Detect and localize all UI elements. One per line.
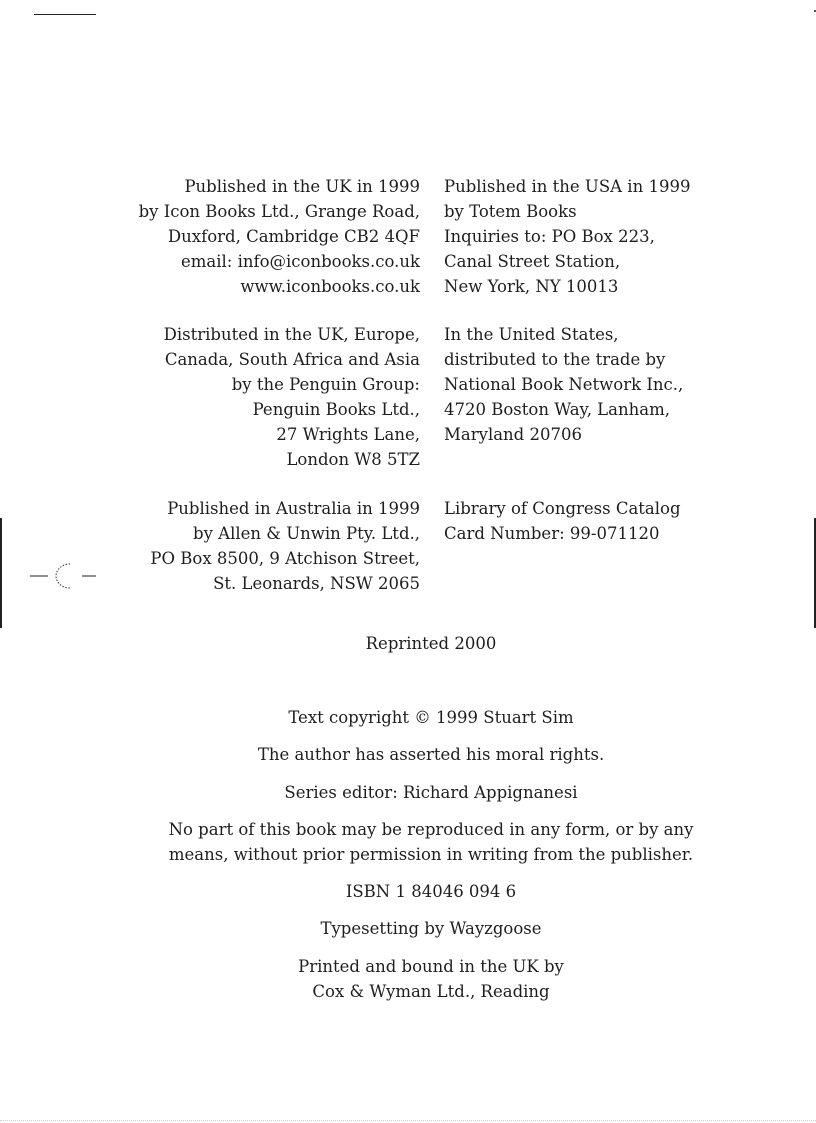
copyright-line: Text copyright © 1999 Stuart Sim bbox=[288, 708, 574, 727]
text-line: Inquiries to: PO Box 223, bbox=[444, 227, 655, 246]
crop-mark-left bbox=[0, 518, 2, 628]
crop-mark-top-left bbox=[34, 14, 96, 15]
text-line: London W8 5TZ bbox=[286, 450, 420, 469]
text-line: Card Number: 99-071120 bbox=[444, 524, 660, 543]
text-line: In the United States, bbox=[444, 325, 619, 344]
us-distribution-block bbox=[444, 322, 683, 447]
text-line: Maryland 20706 bbox=[444, 425, 582, 444]
text-line: Duxford, Cambridge CB2 4QF bbox=[167, 227, 420, 246]
text-line: No part of this book may be reproduced in any form, or by any bbox=[168, 820, 694, 839]
text-line: by Totem Books bbox=[444, 202, 577, 221]
text-line: email: info@iconbooks.co.uk bbox=[180, 252, 420, 271]
text-line: distributed to the trade by bbox=[444, 350, 666, 369]
moral-rights-line: The author has asserted his moral rights. bbox=[257, 745, 605, 764]
typesetting-line: Typesetting by Wayzgoose bbox=[320, 919, 542, 938]
text-line: National Book Network Inc., bbox=[444, 375, 684, 394]
text-line: Distributed in the UK, Europe, bbox=[163, 325, 420, 344]
text-line: Cox & Wyman Ltd., Reading bbox=[312, 982, 550, 1001]
library-of-congress-block bbox=[444, 496, 681, 546]
australia-publisher-block bbox=[150, 496, 420, 596]
text-line: PO Box 8500, 9 Atchison Street, bbox=[150, 549, 420, 568]
text-line: 4720 Boston Way, Lanham, bbox=[444, 400, 670, 419]
reprinted-line: Reprinted 2000 bbox=[365, 634, 497, 653]
text-line: Canada, South Africa and Asia bbox=[164, 350, 420, 369]
text-line: Published in Australia in 1999 bbox=[167, 499, 420, 518]
rights-notice bbox=[0, 817, 816, 867]
registration-mark-icon bbox=[30, 556, 100, 596]
text-line: Canal Street Station, bbox=[444, 252, 621, 271]
text-line: means, without prior permission in writing from the publisher. bbox=[168, 845, 694, 864]
text-line: Published in the USA in 1999 bbox=[444, 177, 691, 196]
uk-distribution-block bbox=[164, 322, 420, 472]
text-line: 27 Wrights Lane, bbox=[276, 425, 420, 444]
text-line: by Allen & Unwin Pty. Ltd., bbox=[193, 524, 420, 543]
text-line: Printed and bound in the UK by bbox=[298, 957, 564, 976]
text-line: Penguin Books Ltd., bbox=[252, 400, 420, 419]
text-line: New York, NY 10013 bbox=[444, 277, 619, 296]
text-line: Library of Congress Catalog bbox=[444, 499, 681, 518]
isbn-line: ISBN 1 84046 094 6 bbox=[345, 882, 517, 901]
text-line: www.iconbooks.co.uk bbox=[240, 277, 420, 296]
text-line: Published in the UK in 1999 bbox=[184, 177, 420, 196]
text-line: by Icon Books Ltd., Grange Road, bbox=[138, 202, 420, 221]
printer-block bbox=[0, 954, 816, 1004]
series-editor-line: Series editor: Richard Appignanesi bbox=[284, 783, 578, 802]
uk-publisher-block bbox=[139, 174, 420, 299]
text-line: St. Leonards, NSW 2065 bbox=[213, 574, 420, 593]
bottom-edge-dots bbox=[0, 1120, 816, 1121]
usa-publisher-block bbox=[444, 174, 690, 299]
text-line: by the Penguin Group: bbox=[231, 375, 420, 394]
